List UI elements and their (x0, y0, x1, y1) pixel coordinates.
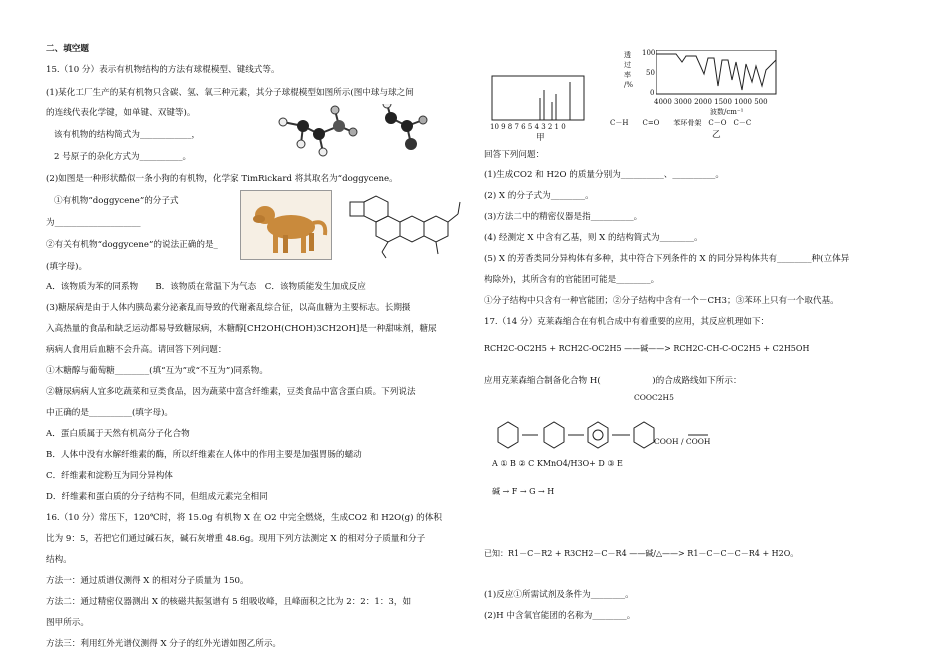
nmr-axis: 10 9 8 7 6 5 4 3 2 1 0 (490, 123, 566, 131)
q16-method1: 方法一：通过质谱仪测得 X 的相对分子质量为 150。 (46, 576, 249, 586)
q17-answer-2: (2)H 中含氧官能团的名称为________。 (484, 611, 636, 621)
ir-x-unit: 波数/cm⁻¹ (710, 108, 744, 116)
q16-answer-1: (1)生成CO2 和 H2O 的质量分别为__________、__________。 (484, 170, 724, 180)
q15-2-intro: (2)如图是一种形状酷似一条小狗的有机物，化学家 TimRickard 将其取名为“doggycene。 (46, 174, 398, 184)
ir-spectrum (656, 50, 778, 98)
q16-answer-2: (2) X 的分子式为________。 (484, 191, 594, 201)
q15-title: 15.（10 分）表示有机物结构的方法有球棍模型、键线式等。 (46, 65, 280, 75)
q15-1-line2: 的连线代表化学键，如单键、双键等)。 (46, 108, 196, 118)
ball-stick-model (261, 104, 441, 164)
q15-3-option-c: C．纤维素和淀粉互为同分异构体 (46, 471, 173, 481)
ir-x-ticks: 4000 3000 2000 1500 1000 500 (654, 98, 768, 106)
q17-apply: 应用克莱森缩合制备化合物 H( )的合成路线如下所示： (484, 376, 742, 386)
ir-ylabel-2: 过 (624, 61, 631, 69)
ir-y100: 100 (642, 49, 656, 57)
q16-answer-5c: ①分子结构中只含有一种官能团；②分子结构中含有一个－CH3；③苯环上只有一个取代基。 (484, 296, 839, 306)
q15-2-fill-hint: (填字母)。 (46, 262, 88, 272)
q15-3-q2a: ②糖尿病病人宜多吃蔬菜和豆类食品，因为蔬菜中富含纤维素，豆类食品中富含蛋白质。下列说法 (46, 387, 416, 397)
ir-label: 乙 (712, 130, 721, 140)
q15-3-option-a: A．蛋白质属于天然有机高分子化合物 (46, 429, 190, 439)
q16-method2b: 图甲所示。 (46, 618, 89, 628)
q15-2-formula-q: ①有机物“doggycene”的分子式 (54, 196, 179, 206)
q15-3-q1: ①木糖醇与葡萄糖________(填“互为”或“不互为”)同系物。 (46, 366, 268, 376)
q15-3-option-d: D．纤维素和蛋白质的分子结构不同，但组成元素完全相同 (46, 492, 268, 502)
q15-2-statement-q: ②有关有机物“doggycene”的说法正确的是_ (46, 240, 218, 250)
q15-3-option-b: B．人体中没有水解纤维素的酶，所以纤维素在人体中的作用主要是加强胃肠的蠕动 (46, 450, 362, 460)
q16-line1: 16.（10 分）常压下，120℃时，将 15.0g 有机物 X 在 O2 中完全燃烧，生成CO2 和 H2O(g) 的体积 (46, 513, 442, 523)
q15-3-line1: (3)糖尿病是由于人体内胰岛素分泌紊乱而导致的代谢紊乱综合征，以高血糖为主要标志。长期摄 (46, 303, 411, 313)
doggycene-structure (346, 188, 476, 260)
ir-y0: 0 (650, 89, 655, 97)
q16-answer-3: (3)方法二中的精密仪器是指__________。 (484, 212, 643, 222)
known-reaction: 已知：R1－C－R2 + R3CH2－C－R4 ——碱/△——> R1－C－C－C－R4 + H2O。 (484, 549, 799, 558)
dog-photo (240, 190, 332, 260)
ir-y50: 50 (646, 69, 655, 77)
section-title: 二、填空题 (46, 44, 89, 54)
q17-answer-1: (1)反应①所需试剂及条件为________。 (484, 590, 634, 600)
q16-method3: 方法三：利用红外光谱仪测得 X 分子的红外光谱如图乙所示。 (46, 639, 282, 649)
q15-1-line1: (1)某化工厂生产的某有机物只含碳、氢、氧三种元素，其分子球棍模型如图所示(图中球与球之间 (46, 88, 414, 98)
h-substituent: COOC2H5 (634, 393, 674, 402)
q15-2-formula-blank: 为____________________ (46, 218, 141, 228)
q16-answer-5b: 构除外)，其所含有的官能团可能是________。 (484, 275, 660, 285)
q17-title: 17.（14 分）克莱森缩合在有机合成中有着重要的应用，其反应机理如下： (484, 317, 770, 327)
ir-ylabel-4: /% (624, 81, 634, 89)
q16-answer-4: (4) 经测定 X 中含有乙基，则 X 的结构简式为________。 (484, 233, 703, 243)
q15-2-options: A．该物质为苯的同系物 B．该物质在常温下为气态 C．该物质能发生加成反应 (46, 282, 366, 292)
q15-1-structure: 该有机物的结构简式为____________， (54, 130, 201, 140)
q15-3-q2b: 中正确的是__________(填字母)。 (46, 408, 174, 418)
route-step-2: 碱 → F → G → H (492, 487, 555, 496)
route-step-1: A ① B ② C KMnO4/H3O+ D ③ E (492, 459, 623, 468)
nmr-label: 甲 (536, 133, 545, 143)
q16-line3: 结构。 (46, 555, 72, 565)
claisen-reaction: RCH2C-OC2H5 + RCH2C-OC2H5 ——碱——> RCH2C-CH-C-OC2H5 + C2H5OH (484, 344, 810, 353)
q16-method2a: 方法二：通过精密仪器测出 X 的核磁共振氢谱有 5 组吸收峰，且峰面积之比为 2：2：1：3，如 (46, 597, 412, 607)
q16-line2: 比为 9：5，若把它们通过碱石灰，碱石灰增重 48.6g。现用下列方法测定 X 的相对分子质量和分子 (46, 534, 426, 544)
q15-3-line2: 入高热量的食品和缺乏运动都易导致糖尿病，木糖醇[CH2OH(CHOH)3CH2OH]是一种甜味剂，糖尿 (46, 324, 437, 334)
q16-answer-5a: (5) X 的芳香类同分异构体有多种，其中符合下列条件的 X 的同分异构体共有________种(立体异 (484, 254, 850, 264)
ir-ylabel-1: 透 (624, 51, 631, 59)
answer-heading: 回答下列问题： (484, 150, 545, 160)
q15-3-line3: 病病人食用后血糖不会升高。请回答下列问题： (46, 345, 227, 355)
ir-ylabel-3: 率 (624, 71, 631, 79)
route-d-groups: COOH / COOH (654, 437, 711, 446)
dog-icon (241, 191, 331, 259)
ir-band-labels: C－H C=O 苯环骨架 C－O C－C (610, 119, 752, 127)
q15-1-hybrid: 2 号原子的杂化方式为__________。 (54, 152, 192, 162)
